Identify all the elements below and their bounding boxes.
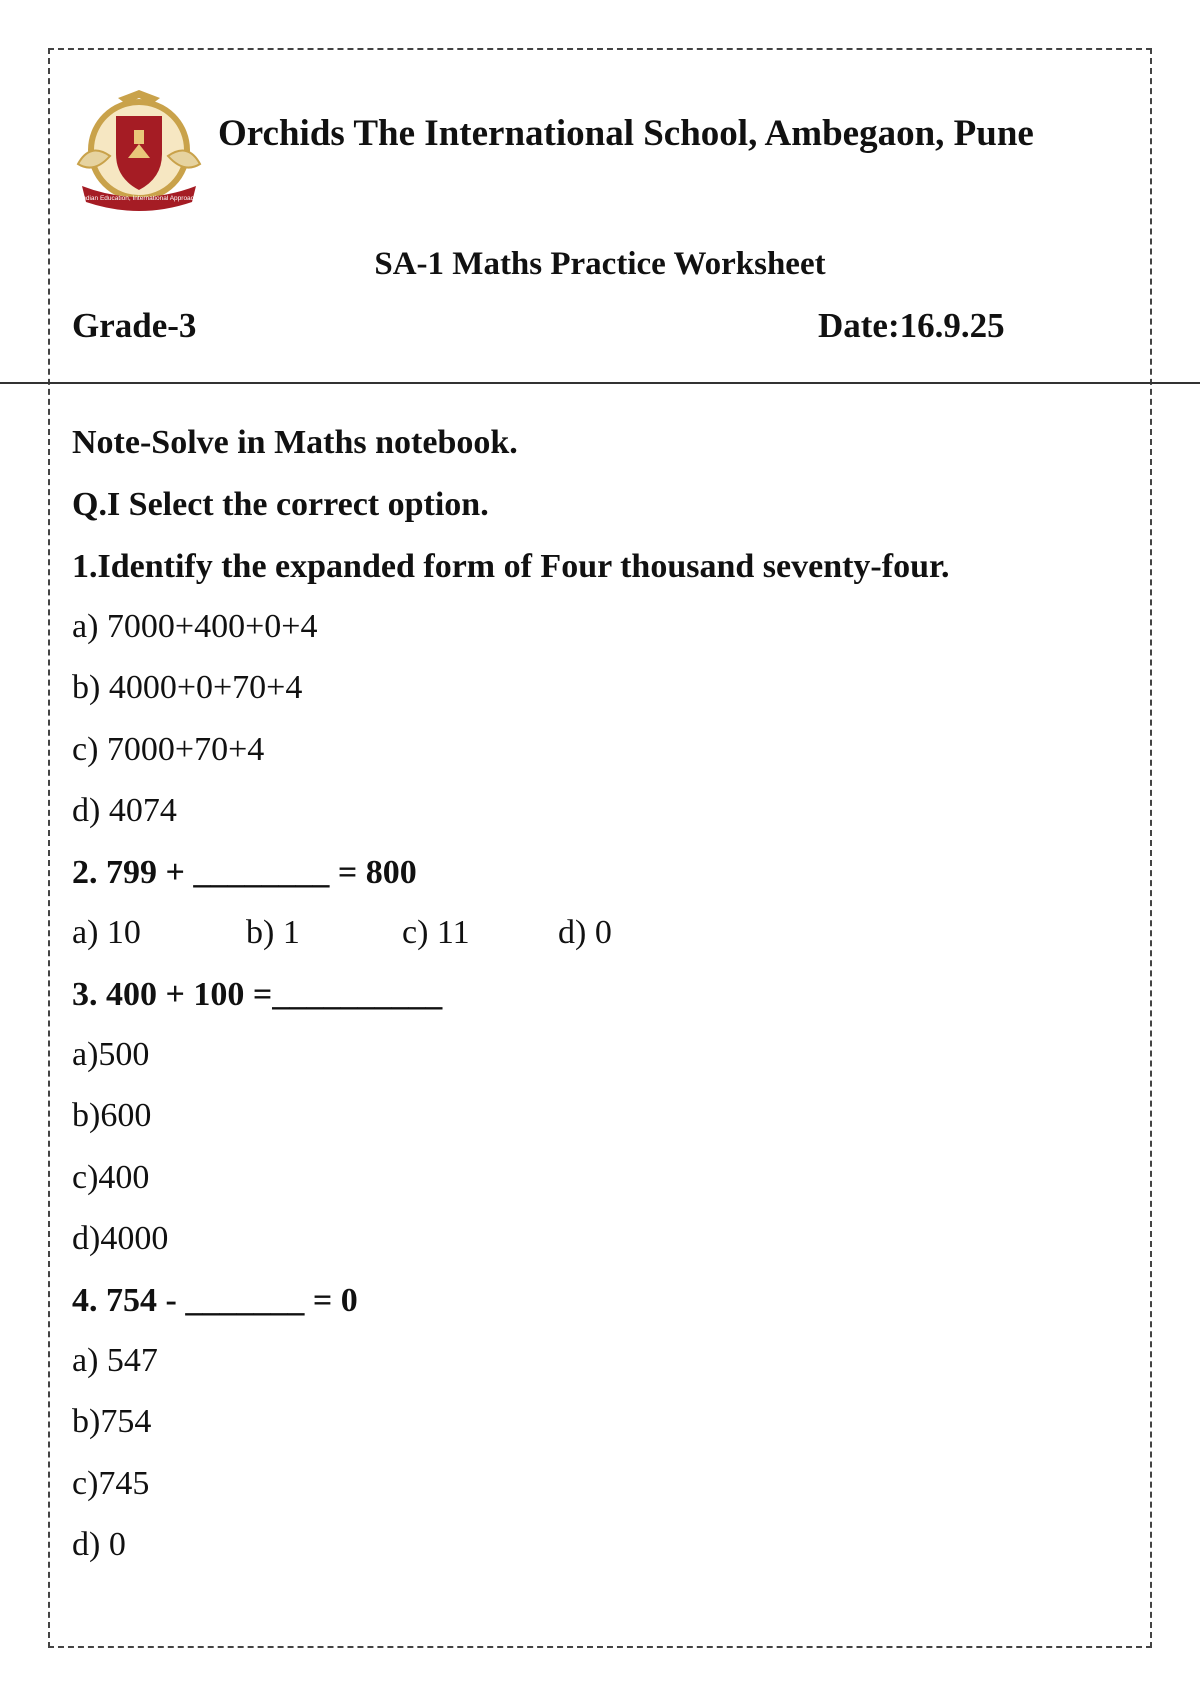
q2-option-c: c) 11: [402, 914, 470, 951]
q4-option-a: a) 547: [72, 1342, 158, 1379]
header-divider: [0, 382, 1200, 384]
q2-option-b: b) 1: [246, 914, 300, 951]
date-label: Date:16.9.25: [818, 306, 1005, 345]
q1-option-d: d) 4074: [72, 792, 177, 829]
q3-option-d: d)4000: [72, 1220, 169, 1257]
q2-option-d: d) 0: [558, 914, 612, 951]
logo-motto: Indian Education, International Approach: [80, 195, 198, 202]
q4-option-d: d) 0: [72, 1526, 126, 1563]
q1-option-b: b) 4000+0+70+4: [72, 669, 303, 706]
q1-option-a: a) 7000+400+0+4: [72, 608, 318, 645]
q1-option-c: c) 7000+70+4: [72, 731, 265, 768]
q4-option-c: c)745: [72, 1465, 150, 1502]
school-name: Orchids The International School, Ambegaon, Pune: [218, 113, 1034, 154]
school-logo: [70, 86, 208, 216]
q2-options: [72, 914, 716, 952]
q3-option-b: b)600: [72, 1097, 152, 1134]
question-1: 1.Identify the expanded form of Four thousand seventy-four.: [72, 548, 950, 585]
q4-option-b: b)754: [72, 1403, 152, 1440]
q2-option-a: a) 10: [72, 914, 141, 951]
section-heading: Q.I Select the correct option.: [72, 486, 489, 523]
page-border: [48, 48, 1152, 1648]
q3-option-a: a)500: [72, 1036, 150, 1073]
question-2: 2. 799 + ________ = 800: [72, 854, 417, 891]
worksheet-title: SA-1 Maths Practice Worksheet: [374, 246, 826, 282]
grade-label: Grade-3: [72, 306, 197, 345]
question-4: 4. 754 - _______ = 0: [72, 1282, 358, 1319]
note-text: Note-Solve in Maths notebook.: [72, 424, 518, 461]
q3-option-c: c)400: [72, 1159, 150, 1196]
question-3: 3. 400 + 100 =__________: [72, 976, 443, 1013]
